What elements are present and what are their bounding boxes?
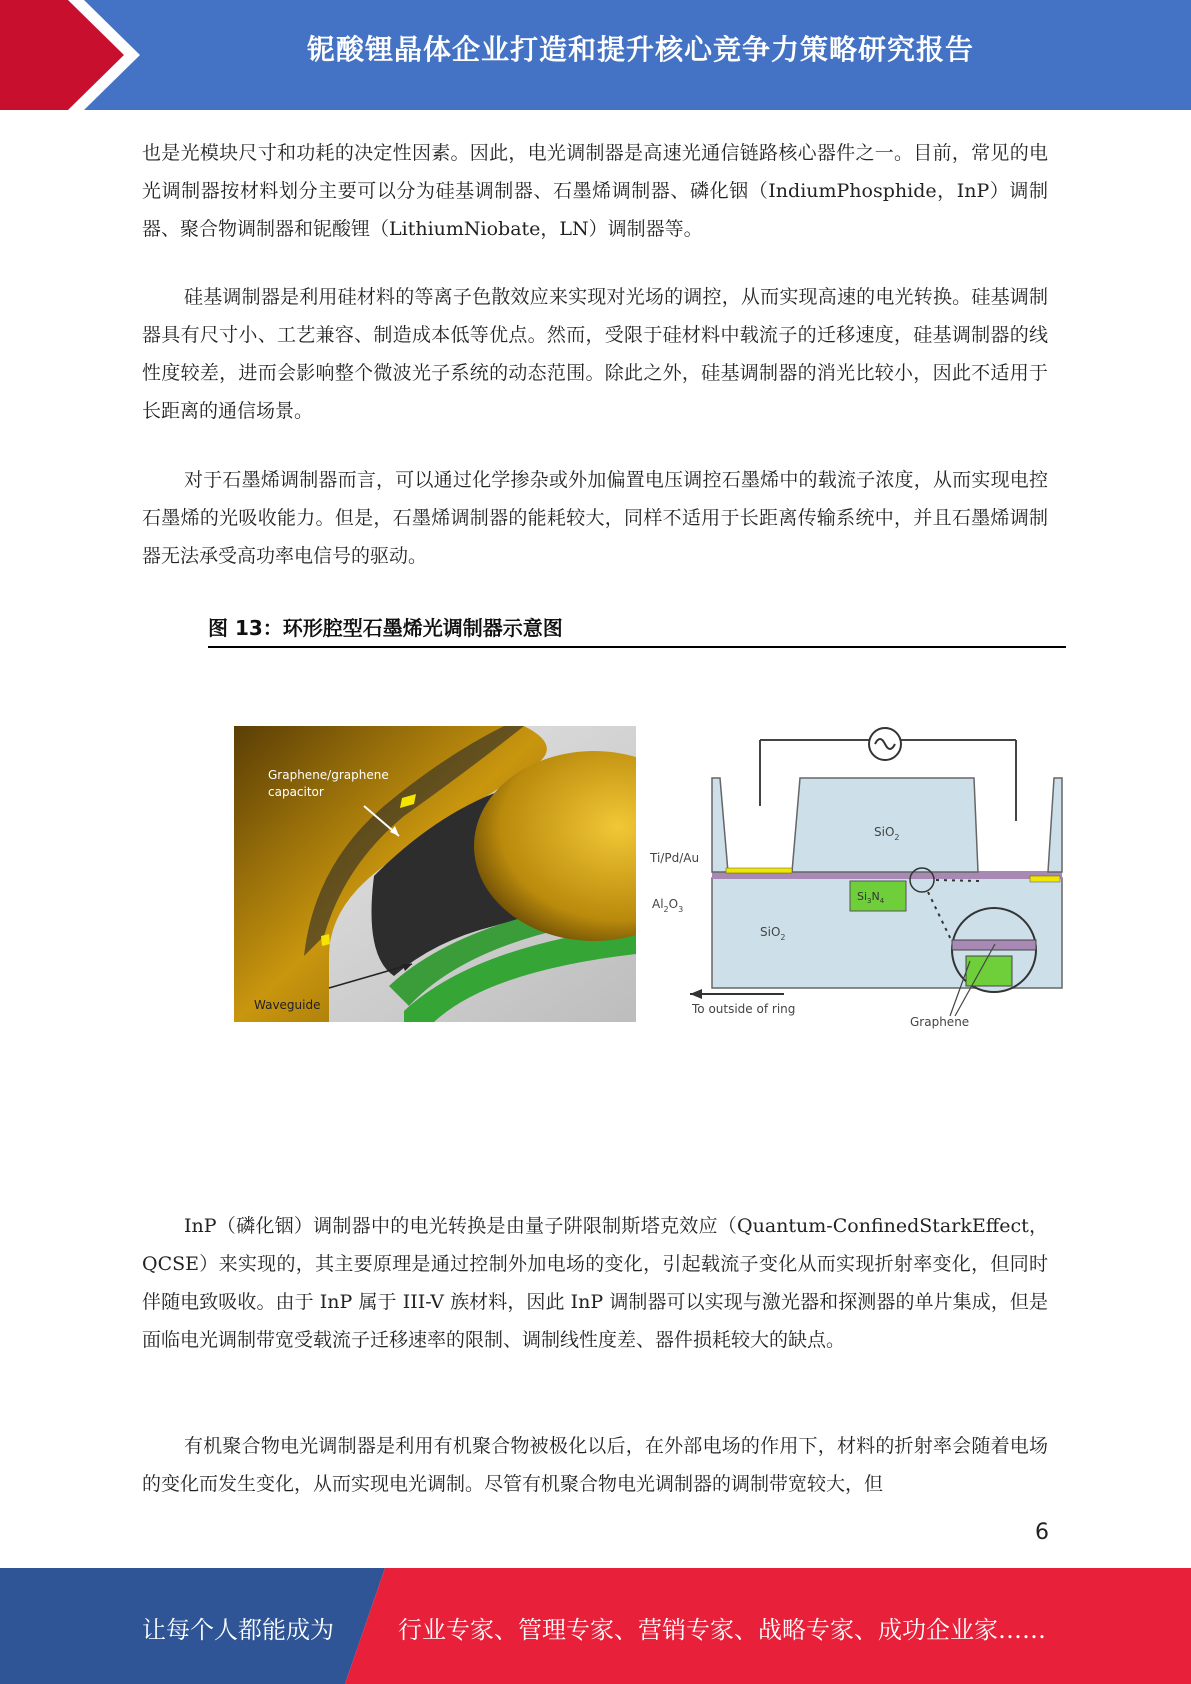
si3n4-sub4: 4	[879, 897, 885, 905]
footer-slogan-right: 行业专家、管理专家、营销专家、战略专家、成功企业家……	[398, 1616, 1046, 1644]
paragraph-inp-modulator: InP（磷化铟）调制器中的电光转换是由量子阱限制斯塔克效应（Quantum-ConfinedStarkEffect，QCSE）来实现的，其主要原理是通过控制外加电场的变化，引起载流子变化从而实现折射率变化，但同时伴随电致吸收。由于 InP 属于 III-V 族材料，因此 InP 调制器可以实现与激光器和探测器的单片集成，但是面临电光调制带宽受载流子迁移速率的限制、调制线性度差、器件损耗较大的缺点。	[142, 1215, 1048, 1351]
tipdau-label: Ti/Pd/Au	[650, 851, 700, 865]
graphene-label: Graphene	[910, 1015, 970, 1029]
paragraph-intro: 也是光模块尺寸和功耗的决定性因素。因此，电光调制器是高速光通信链路核心器件之一。目前，常见的电光调制器按材料划分主要可以分为硅基调制器、石墨烯调制器、磷化铟（IndiumPhosphide，InP）调制器、聚合物调制器和铌酸锂（LithiumNiobate，LN）调制器等。	[142, 142, 1048, 240]
footer-slogan-left: 让每个人都能成为	[142, 1616, 334, 1644]
page-header	[0, 0, 1191, 110]
svg-text:Al2O3	[652, 897, 683, 914]
capacitor-label: capacitor	[268, 785, 324, 799]
si3n4-sub3: 3	[867, 897, 872, 905]
waveguide-label: Waveguide	[254, 998, 321, 1012]
paragraph-silicon-modulator: 硅基调制器是利用硅材料的等离子色散效应来实现对光场的调控，从而实现高速的电光转换。硅基调制器具有尺寸小、工艺兼容、制造成本低等优点。然而，受限于硅材料中载流子的迁移速度，硅基调制器的线性度较差，进而会影响整个微波光子系统的动态范围。除此之外，硅基调制器的消光比较小，因此不适用于长距离的通信场景。	[142, 286, 1048, 422]
figure-caption: 图 13：环形腔型石墨烯光调制器示意图	[208, 612, 1066, 648]
paragraph-graphene-modulator: 对于石墨烯调制器而言，可以通过化学掺杂或外加偏置电压调控石墨烯中的载流子浓度，从而实现电控石墨烯的光吸收能力。但是，石墨烯调制器的能耗较大，同样不适用于长距离传输系统中，并且石墨烯调制器无法承受高功率电信号的驱动。	[142, 469, 1048, 567]
al2o3-sub3: 3	[678, 905, 684, 914]
sio2-bottom-subscript: 2	[780, 933, 786, 942]
sio2-top-subscript: 2	[894, 833, 900, 842]
sio2-bottom-label: SiO	[760, 925, 781, 939]
figure-ring-modulator-3d	[234, 726, 636, 1022]
al2o3-sub2: 2	[663, 905, 669, 914]
graphene-capacitor-label: Graphene/graphene	[268, 768, 389, 782]
paragraph-polymer-modulator: 有机聚合物电光调制器是利用有机聚合物被极化以后，在外部电场的作用下，材料的折射率会随着电场的变化而发生变化，从而实现电光调制。尽管有机聚合物电光调制器的调制带宽较大，但	[142, 1435, 1048, 1495]
page-number: 6	[1035, 1520, 1049, 1545]
to-outside-label: To outside of ring	[692, 1002, 796, 1016]
si3n4-si: Si	[857, 890, 868, 903]
sio2-top-label: SiO	[874, 825, 895, 839]
report-title: 铌酸锂晶体企业打造和提升核心竞争力策略研究报告	[306, 33, 974, 66]
al2o3-al: Al	[652, 897, 664, 911]
si3n4-n: N	[871, 890, 880, 903]
al2o3-o: O	[668, 897, 679, 911]
figure-cross-section	[650, 726, 1070, 1036]
